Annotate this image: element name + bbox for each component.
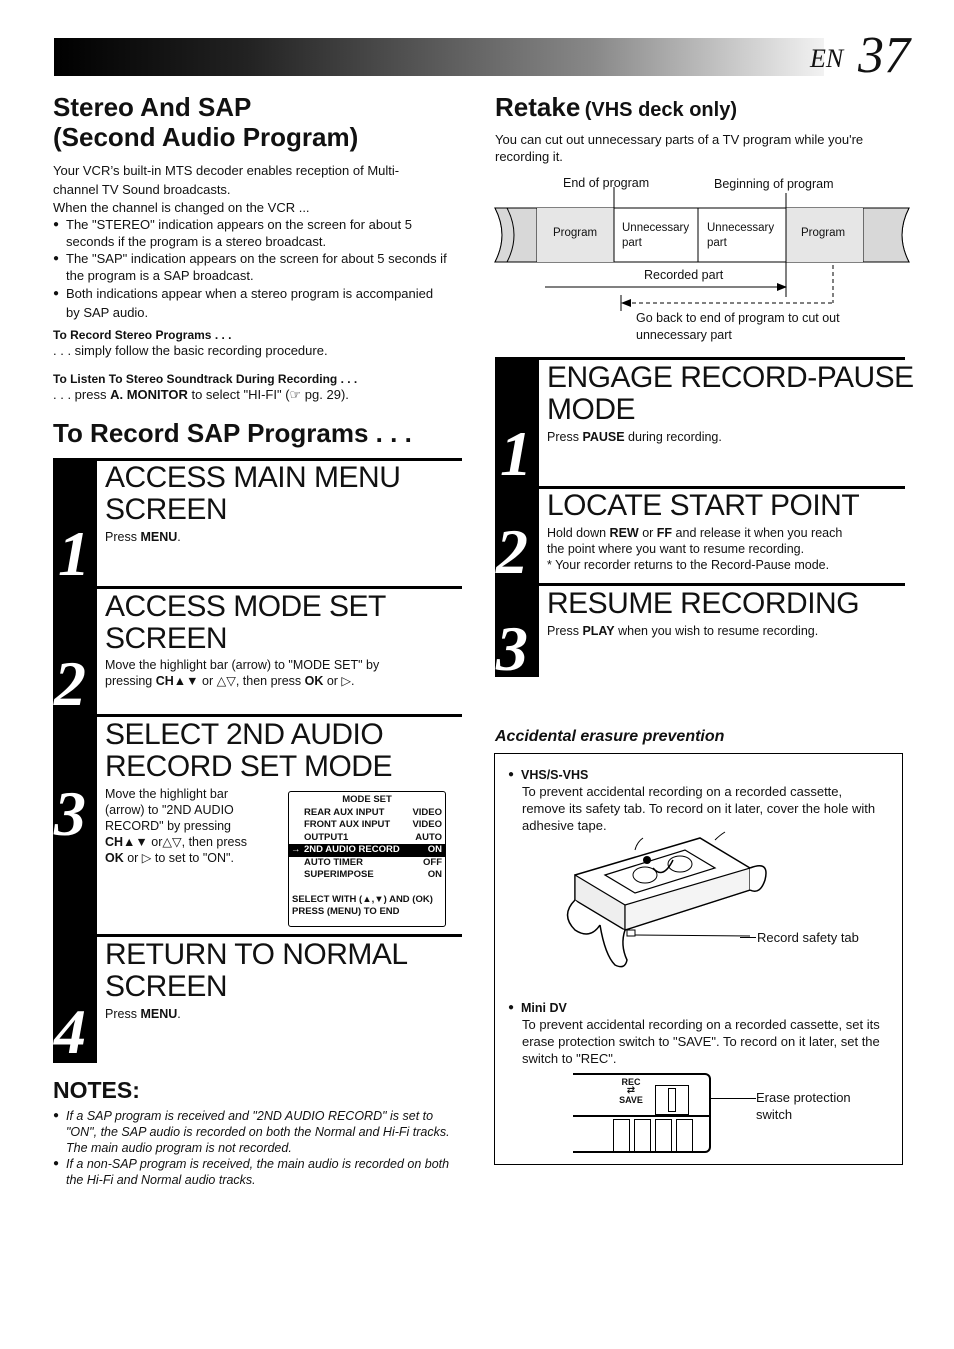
vhs-cassette-illustration <box>565 830 775 980</box>
end-of-program-label: End of program <box>563 176 650 190</box>
switch-arrows-icon: ⇄ <box>626 1085 636 1096</box>
sap-title: To Record SAP Programs . . . <box>53 418 412 448</box>
sap-step-1-number: 1 <box>58 518 90 589</box>
segment-program-2: Program <box>801 227 846 239</box>
menu-row: AUTO TIMER OFF <box>304 856 442 868</box>
vhs-text: To prevent accidental recording on a recorded cassette, remove its safety tab. To record on it later, cover the hole with adhesive tape. <box>522 784 876 833</box>
notes-title: NOTES: <box>53 1077 140 1103</box>
minidv-section <box>508 1000 888 1067</box>
sap-step-1-title: ACCESS MAIN MENU SCREEN <box>105 461 401 526</box>
tape-end-shade <box>495 208 537 262</box>
erase-protection-label: Erase protection switch <box>756 1090 851 1122</box>
menu-title: MODE SET <box>342 794 392 805</box>
sap-step-3-text: Move the highlight bar (arrow) to "2ND AUDIO RECORD" by pressing CH▲▼ or△▽, then press OK or ▷ to set to "ON". <box>105 787 247 865</box>
note-2: ● If a non-SAP program is received, the main audio is recorded on both the Hi-Fi and Normal audio tracks. <box>53 1156 458 1188</box>
go-back-label: Go back to end of program to cut out unnecessary part <box>636 311 840 342</box>
retake-intro: You can cut out unnecessary parts of a TV program while you're recording it. <box>495 132 864 164</box>
sap-step-4-number: 4 <box>54 996 86 1067</box>
retake-step-2-text: Hold down REW or FF and release it when you reach the point where you want to resume recording. * Your recorder returns to the Record-Pause mode. <box>547 526 843 572</box>
cassette-window-row <box>613 1119 693 1153</box>
retake-step-3-number: 3 <box>496 613 528 684</box>
stereo-intro: Your VCR’s built-in MTS decoder enables reception of Multi- channel TV Sound broadcasts. When the channel is changed on the VCR ... ● The "STEREO" indication appears on the screen for about 5 seconds if the program is a stereo broadcast. ● The "SAP" indication appears on the screen for about 5 seconds if the program is a SAP broadcast. ● Both indications appear when a stereo program is accompanied by SAP audio. <box>53 161 448 322</box>
record-safety-tab-label: Record safety tab <box>757 930 859 945</box>
erase-protection-switch[interactable] <box>655 1085 689 1115</box>
stereo-title: Stereo And SAP (Second Audio Program) <box>53 92 359 152</box>
note-1: ● If a SAP program is received and "2ND AUDIO RECORD" is set to "ON", the SAP audio is recorded on both the Normal and Hi-Fi tracks. The main audio program is not recorded. <box>53 1108 458 1156</box>
menu-row: OUTPUT1 AUTO <box>304 831 442 843</box>
beginning-of-program-label: Beginning of program <box>714 177 834 191</box>
sap-step-4-title: RETURN TO NORMAL SCREEN <box>105 938 408 1003</box>
retake-step-2-number: 2 <box>496 516 528 587</box>
listen-stereo: To Listen To Stereo Soundtrack During Recording . . . . . . press A. MONITOR to select "HI-FI" (☞ pg. 29). <box>53 372 358 402</box>
stereo-bullet-2: ● The "SAP" indication appears on the screen for about 5 seconds if the program is a SAP broadcast. <box>53 250 448 284</box>
divider <box>97 714 462 717</box>
mode-set-menu-screen <box>288 791 446 927</box>
retake-title: Retake (VHS deck only) <box>495 92 737 122</box>
page-number: 37 <box>858 27 910 84</box>
divider <box>97 586 462 589</box>
retake-step-3-text: Press PLAY when you wish to resume recording. <box>547 624 819 638</box>
segment-program-1: Program <box>553 227 598 239</box>
segment-unnecessary-1: Unnecessary part <box>622 222 690 249</box>
menu-footer-2: PRESS (MENU) TO END <box>292 906 400 917</box>
retake-step-1-text: Press PAUSE during recording. <box>547 430 722 444</box>
segment-unnecessary-2: Unnecessary part <box>707 222 775 249</box>
language-code: EN <box>810 44 844 73</box>
menu-footer-1: SELECT WITH (▲,▼) AND (OK) <box>292 893 433 905</box>
sap-step-2-text: Move the highlight bar (arrow) to "MODE SET" by pressing CH▲▼ or △▽, then press OK or ▷. <box>105 658 380 688</box>
divider <box>97 934 462 937</box>
sap-step-3-title: SELECT 2ND AUDIO RECORD SET MODE <box>105 718 392 783</box>
divider <box>539 583 905 586</box>
header-bar <box>54 38 824 76</box>
minidv-text: To prevent accidental recording on a recorded cassette, set its erase protection switch to "SAVE". To record on it later, set the switch to "REC". <box>522 1017 880 1066</box>
retake-step-1-title: ENGAGE RECORD-PAUSE MODE <box>547 361 914 426</box>
sap-step-2-title: ACCESS MODE SET SCREEN <box>105 590 386 655</box>
sap-step-4-text: Press MENU. <box>105 1007 181 1021</box>
minidv-cassette-illustration <box>573 1073 711 1153</box>
retake-step-2-title: LOCATE START POINT <box>547 489 860 522</box>
divider <box>539 357 905 360</box>
erasure-title: Accidental erasure prevention <box>495 728 725 745</box>
record-stereo: To Record Stereo Programs . . . . . . simply follow the basic recording procedure. <box>53 328 328 358</box>
menu-row-highlighted: → 2ND AUDIO RECORD ON <box>289 844 445 857</box>
stereo-bullet-1: ● The "STEREO" indication appears on the screen for about 5 seconds if the program is a stereo broadcast. <box>53 216 448 250</box>
save-label: SAVE <box>619 1095 643 1105</box>
vhs-label: ● VHS/S-VHS <box>508 767 888 783</box>
minidv-label: ● Mini DV <box>508 1000 888 1016</box>
menu-row: SUPERIMPOSE ON <box>304 869 442 880</box>
stereo-bullet-3: ● Both indications appear when a stereo program is accompanied by SAP audio. <box>53 284 448 322</box>
retake-step-3-title: RESUME RECORDING <box>547 587 860 620</box>
rec-label: REC <box>621 1077 641 1087</box>
leader-line <box>711 1098 756 1099</box>
leader-line <box>740 937 756 938</box>
sap-step-1-text: Press MENU. <box>105 530 181 544</box>
retake-step-1-number: 1 <box>500 418 532 489</box>
menu-row: FRONT AUX INPUT VIDEO <box>304 819 442 830</box>
sap-step-3-number: 3 <box>54 778 86 849</box>
menu-row: REAR AUX INPUT VIDEO <box>304 806 442 818</box>
vhs-section <box>508 767 888 834</box>
recorded-part-label: Recorded part <box>644 268 724 282</box>
arrow-right-icon: → <box>291 844 301 855</box>
notes <box>53 1108 458 1188</box>
sap-step-2-number: 2 <box>54 648 86 719</box>
